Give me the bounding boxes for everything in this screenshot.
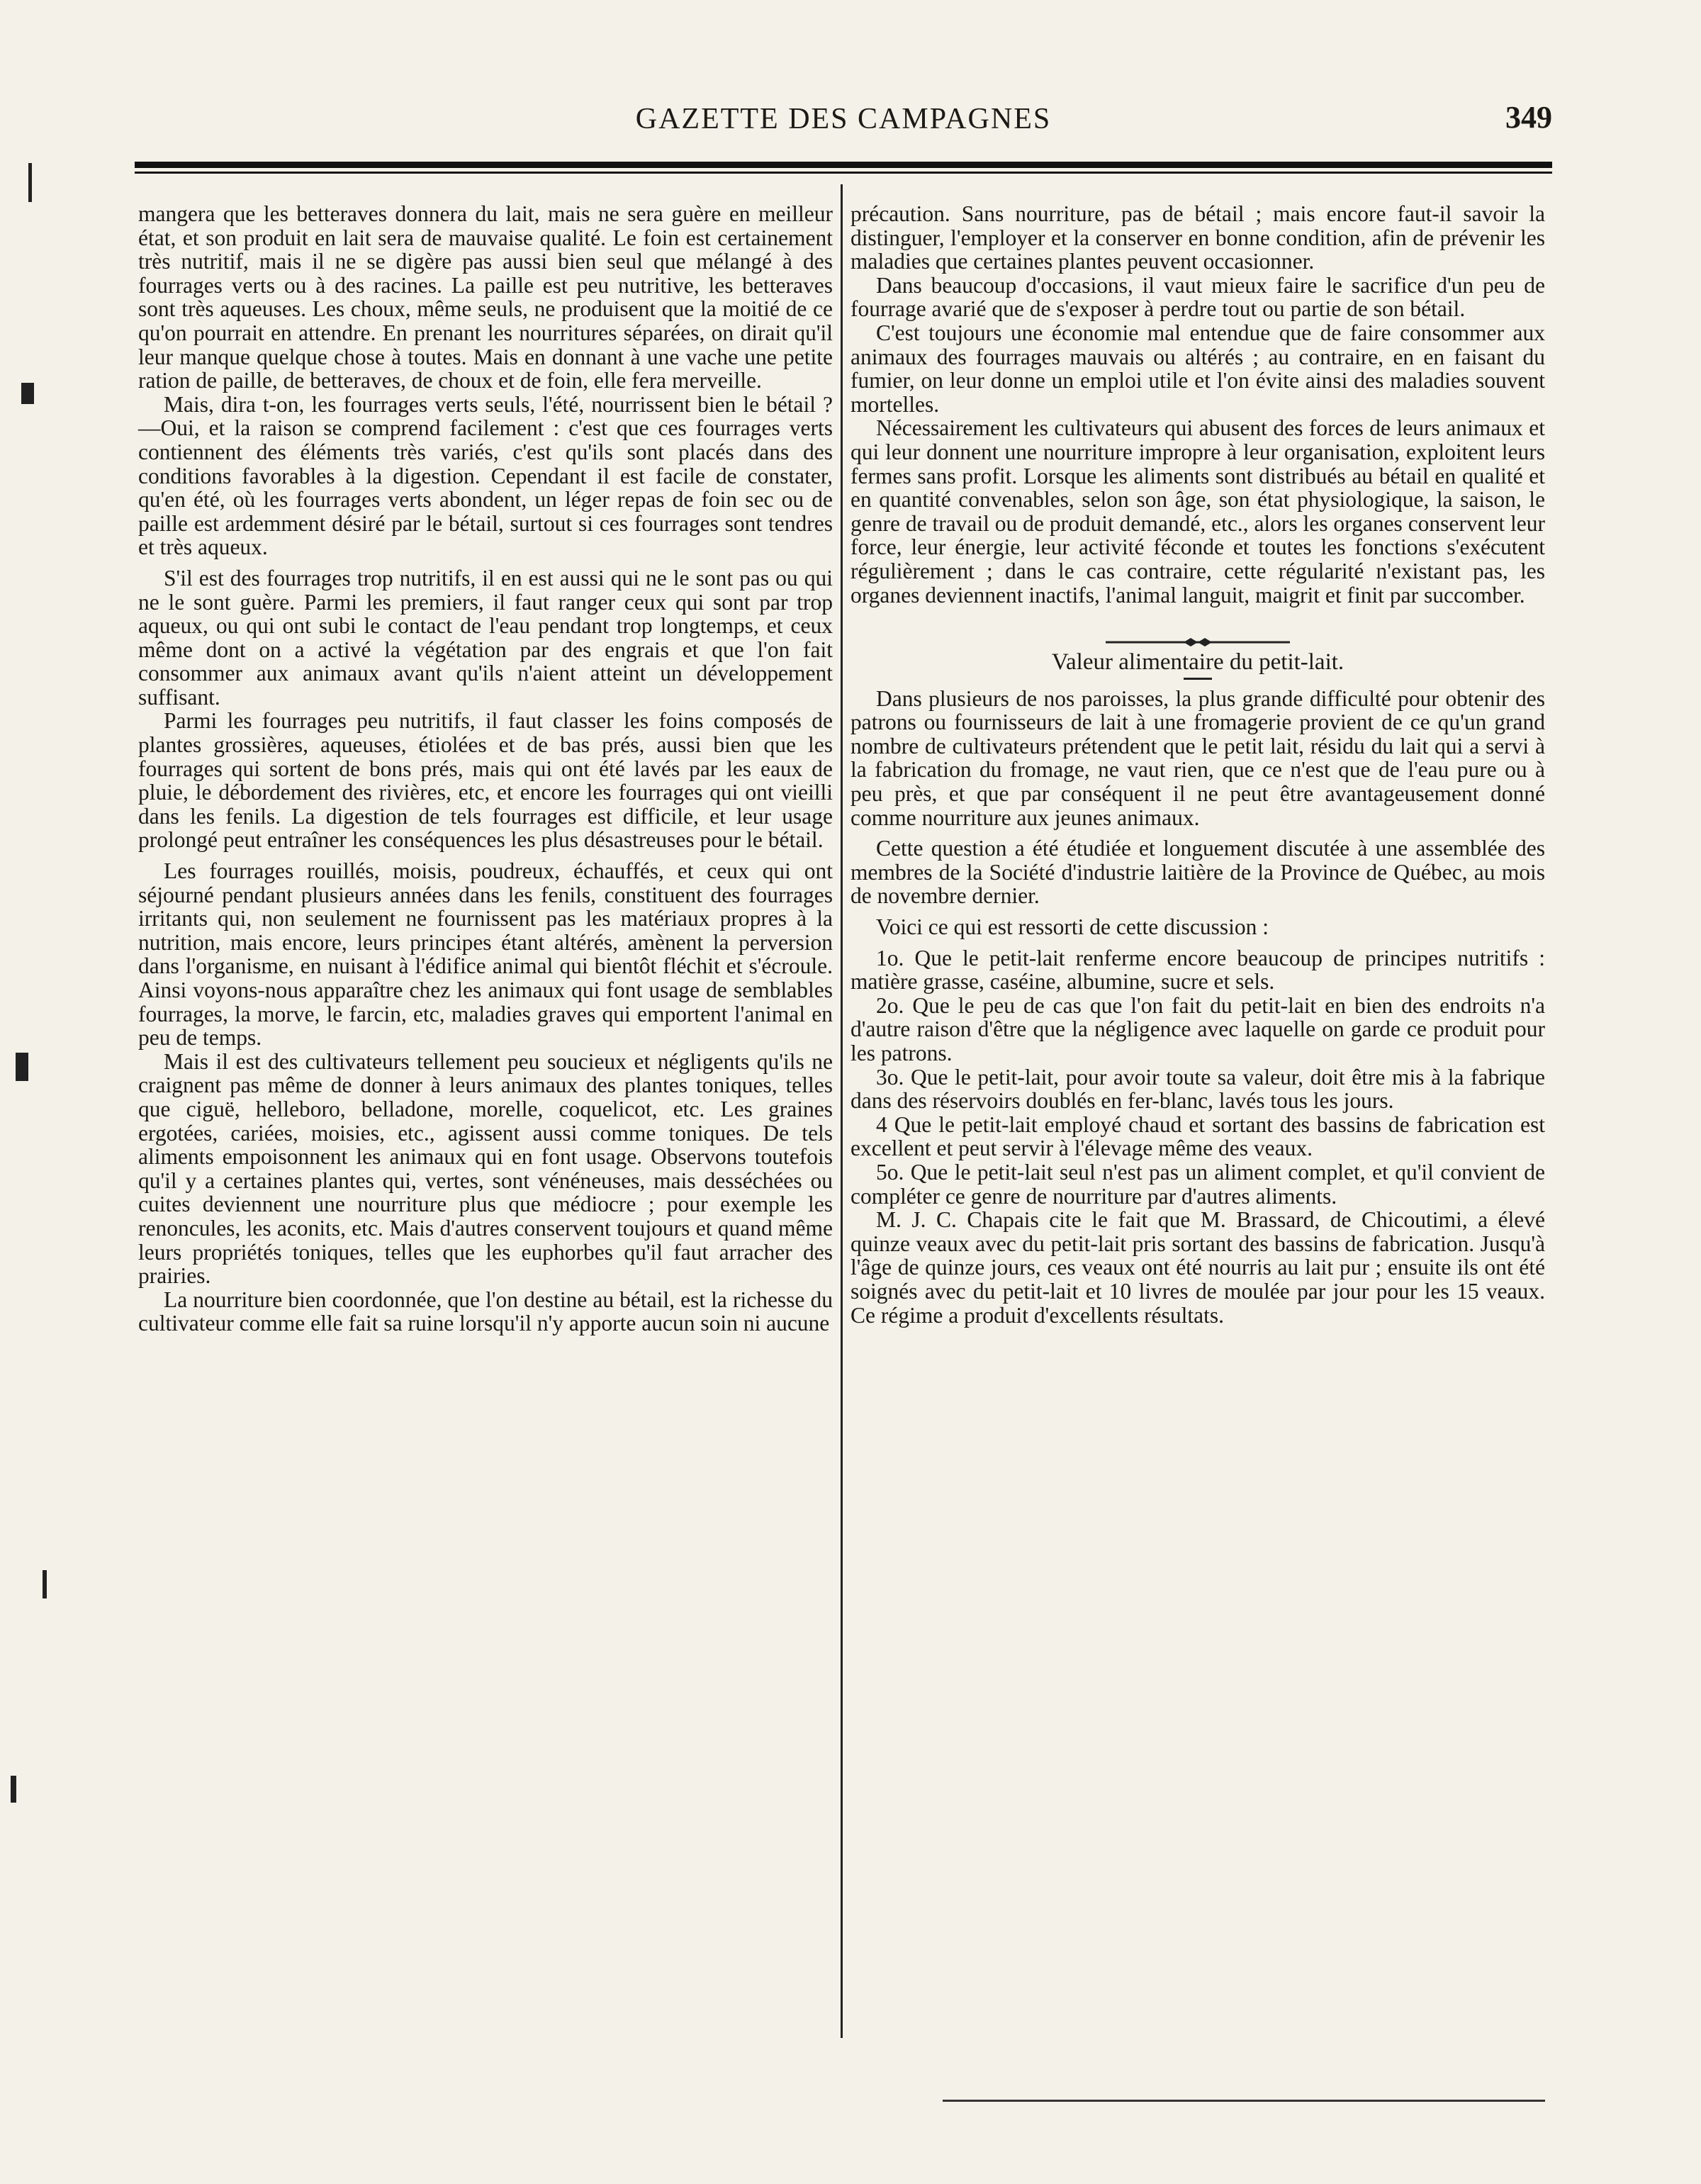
left-paragraph: Les fourrages rouillés, moisis, poudreux, échauffés, et ceux qui ont séjourné pendant plusieurs années dans les fenils, constituent des fourrages irritants qui, non seulement ne fournissent pas les matériaux propres à la nutrition, mais encore, leurs principes étant altérés, amènent la perversion dans l'organisme, en nuisant à l'édifice animal qui bientôt fléchit et s'écroule. Ainsi voyons-nous apparaître chez les animaux qui font usage de semblables fourrages, la morve, le farcin, etc, maladies graves qui emportent l'animal en peu de temps. <box>138 858 833 1051</box>
header-rule-thin <box>135 172 1552 174</box>
page-header <box>135 98 1552 140</box>
bottom-rule <box>943 2100 1545 2102</box>
section-paragraph: 1o. Que le petit-lait renferme encore beaucoup de principes nutritifs : matière grasse, caséine, albumine, sucre et sels. <box>850 945 1545 995</box>
left-paragraph: Mais, dira t-on, les fourrages verts seuls, l'été, nourrissent bien le bétail ?—Oui, et la raison se comprend facilement : c'est que ces fourrages verts contiennent des éléments très variés, c'est qu'ils sont placés dans des conditions favorables à la digestion. Cependant il est facile de constater, qu'en été, où les fourrages verts abondent, un léger repas de foin sec ou de paille est ardemment désiré par le bétail, surtout si ces fourrages sont tendres et très aqueux. <box>138 391 833 560</box>
margin-mark <box>28 163 32 202</box>
left-column <box>138 202 833 1335</box>
column-divider <box>841 184 843 2038</box>
section-ornament <box>850 628 1545 638</box>
section-paragraph: 5o. Que le petit-lait seul n'est pas un aliment complet, et qu'il convient de compléter ce genre de nourriture par d'autres aliments. <box>850 1159 1545 1209</box>
section-paragraph: Dans plusieurs de nos paroisses, la plus grande difficulté pour obtenir des patrons ou fournisseurs de lait à une fromagerie provient de ce qu'un grand nombre de cultivateurs prétendent que le petit lait, résidu du lait qui a servi à la fabrication du fromage, ne vaut rien, que ce n'est que de l'eau pure ou à peu près, et que par conséquent il ne peut être avantageusement donné comme nourriture aux jeunes animaux. <box>850 685 1545 830</box>
section-paragraph: M. J. C. Chapais cite le fait que M. Brassard, de Chicoutimi, a élevé quinze veaux avec du petit-lait pris sortant des bassins de fabrication. Jusqu'à l'âge de quinze jours, ces veaux ont été nourris au lait pur ; ensuite ils ont été soignés avec du petit-lait et 10 livres de moulée par jour pour les 15 veaux. Ce régime a produit d'excellents résultats. <box>850 1207 1545 1328</box>
page-title: GAZETTE DES CAMPAGNES <box>635 103 1052 135</box>
page-number: 349 <box>1505 100 1552 135</box>
section-dash <box>1184 678 1212 680</box>
right-paragraph: Nécessairement les cultivateurs qui abusent des forces de leurs animaux et qui leur donnent une nourriture impropre à leur organisation, exploitent leurs fermes sans profit. Lorsque les aliments sont distribués au bétail en qualité et en quantité convenables, selon son âge, son état physiologique, la saison, le genre de travail ou de produit demandé, etc., alors les organes conservent leur force, leur énergie, leur activité féconde et toutes les fonctions s'exécutent régulièrement ; dans le cas contraire, cette régularité n'existant pas, les organes deviennent inactifs, l'animal languit, maigrit et finit par succomber. <box>850 415 1545 607</box>
margin-mark <box>43 1570 47 1598</box>
section-heading: Valeur alimentaire du petit-lait. <box>1051 649 1344 676</box>
section-paragraph: 4 Que le petit-lait employé chaud et sortant des bassins de fabrication est excellent et peut servir à l'élevage même des veaux. <box>850 1111 1545 1161</box>
right-paragraph: Dans beaucoup d'occasions, il vaut mieux faire le sacrifice d'un peu de fourrage avarié que de s'exposer à perdre tout ou partie de son bétail. <box>850 272 1545 322</box>
left-paragraph: S'il est des fourrages trop nutritifs, il en est aussi qui ne le sont pas ou qui ne le sont guère. Parmi les premiers, il faut ranger ceux qui sont par trop aqueux, ou qui ont subi le contact de l'eau pendant trop longtemps, et ceux même dont on a activé la végétation par des engrais et que l'on fait consommer aux animaux avant qu'ils n'aient atteint un développement suffisant. <box>138 565 833 710</box>
right-column <box>850 202 1545 1327</box>
left-paragraph: mangera que les betteraves donnera du lait, mais ne sera guère en meilleur état, et son produit en lait sera de mauvaise qualité. Le foin est certainement très nutritif, mais il ne se digère pas aussi bien seul que mélangé à des fourrages verts ou à des racines. La paille est peu nutritive, les betteraves sont très aqueuses. Les choux, même seuls, ne produisent que la moitié de ce qu'on pourrait en attendre. En prenant les nourritures séparées, on dirait qu'il leur manque quelque chose à toutes. Mais en donnant à une vache une petite ration de paille, de betteraves, de choux et de foin, elle fera merveille. <box>138 201 833 393</box>
margin-mark <box>11 1776 16 1803</box>
ornament-rule-icon <box>1106 637 1290 647</box>
header-rule-thick <box>135 162 1552 168</box>
left-paragraph: Parmi les fourrages peu nutritifs, il faut classer les foins composés de plantes grossières, aqueuses, étiolées et de bas prés, aussi bien que les fourrages qui sortent de bons prés, mais qui ont été lavés par les eaux de pluie, le débordement des rivières, etc, et encore les fourrages qui ont vieilli dans les fenils. La digestion de tels fourrages est difficile, et leur usage prolongé peut entraîner les conséquences les plus désastreuses pour le bétail. <box>138 708 833 853</box>
right-paragraph: C'est toujours une économie mal entendue que de faire consommer aux animaux des fourrages mauvais ou altérés ; au contraire, en en faisant du fumier, on leur donne un emploi utile et l'on évite ainsi des maladies souvent mortelles. <box>850 320 1545 417</box>
margin-mark <box>21 383 34 404</box>
right-paragraph: précaution. Sans nourriture, pas de bétail ; mais encore faut-il savoir la distinguer, l'employer et la conserver en bonne condition, afin de prévenir les maladies que certaines plantes peuvent occasionner. <box>850 201 1545 274</box>
margin-mark <box>16 1053 28 1081</box>
section-paragraph: 2o. Que le peu de cas que l'on fait du petit-lait en bien des endroits n'a d'autre raison d'être que la négligence avec laquelle on garde ce produit pour les patrons. <box>850 992 1545 1065</box>
section-paragraph: Cette question a été étudiée et longuement discutée à une assemblée des membres de la Société d'industrie laitière de la Province de Québec, au mois de novembre dernier. <box>850 836 1545 909</box>
section-paragraph: 3o. Que le petit-lait, pour avoir toute sa valeur, doit être mis à la fabrique dans des réservoirs doublés en fer-blanc, lavés tous les jours. <box>850 1064 1545 1114</box>
left-paragraph: Mais il est des cultivateurs tellement peu soucieux et négligents qu'ils ne craignent pas même de donner à leurs animaux des plantes toniques, telles que ciguë, helleboro, belladone, morelle, coquelicot, etc. Les graines ergotées, cariées, moisies, etc., agissent aussi comme toniques. De tels aliments empoisonnent les animaux qui en font usage. Observons toutefois qu'il y a certaines plantes qui, vertes, sont vénéneuses, mais desséchées ou cuites deviennent une nourriture plus que médiocre ; pour exemple les renoncules, les aconits, etc. Mais d'autres conservent toujours et quand même leurs propriétés toniques, telles que les euphorbes qu'il faut arracher des prairies. <box>138 1048 833 1289</box>
section-paragraph: Voici ce qui est ressorti de cette discussion : <box>876 914 1269 940</box>
left-paragraph: La nourriture bien coordonnée, que l'on destine au bétail, est la richesse du cultivateur comme elle fait sa ruine lorsqu'il n'y apporte aucun soin ni aucune <box>138 1287 833 1336</box>
